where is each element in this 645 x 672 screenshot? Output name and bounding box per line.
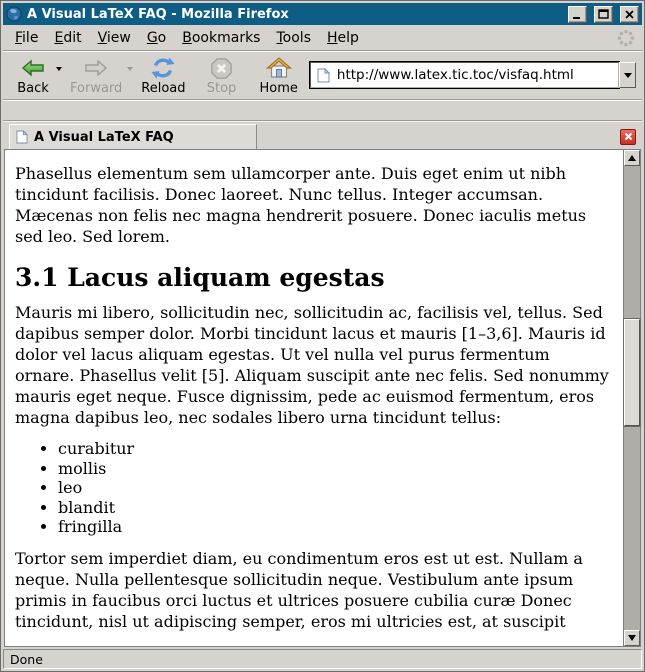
tabbar [3, 121, 642, 149]
menu-help[interactable]: Help [327, 29, 359, 46]
paragraph: Phasellus elementum sem ullamcorper ante. Duis eget enim ut nibh tincidunt facilisis. Donec laoreet. Nunc tellus. Integer accumsan. Mæcenas non felis nec magna hendrerit posuere. Donec iaculis metus sed leo. Sed lorem. [15, 164, 587, 246]
menubar [3, 25, 642, 51]
titlebar[interactable] [3, 3, 642, 25]
list-item: • blandit [58, 498, 611, 518]
status-text: Done [10, 651, 43, 667]
reload-icon [151, 55, 175, 80]
stop-button[interactable] [200, 54, 244, 97]
forward-icon [83, 55, 109, 80]
paragraph: Mauris mi libero, sollicitudin nec, sollicitudin ac, facilisis vel, tellus. Sed dapibus semper dolor. Morbi tincidunt lacus et mauris [1–3,6]. Mauris id dolor vel lacus aliquam egestas. Ut vel nulla vel purus fermentum ornare. Phasellus velit [5]. Aliquam suscipit ante nec felis. Sed nonummy mauris eget neque. Fusce dignissim, pede ac euismod fermentum, eros magna dapibus leo, nec sodales libero urna tincidunt tellus: [15, 303, 609, 427]
tab-page-icon [16, 130, 28, 144]
maximize-button[interactable] [594, 6, 613, 23]
throbber-icon [616, 28, 636, 48]
navigation-toolbar [3, 51, 642, 100]
close-icon [624, 9, 635, 20]
section-heading: 3.1 Lacus aliquam egestas [15, 263, 385, 292]
urlbar [310, 62, 636, 88]
reload-button[interactable] [137, 54, 189, 97]
bookmarks-toolbar [3, 100, 642, 121]
statusbar [3, 649, 642, 669]
tab-title: A Visual LaTeX FAQ [34, 129, 174, 145]
url-history-dropdown[interactable] [619, 62, 636, 88]
menu-go[interactable]: Go [146, 29, 167, 46]
window-title: A Visual LaTeX FAQ - Mozilla Firefox [27, 6, 289, 22]
minimize-button[interactable] [568, 6, 587, 23]
scrollbar-track[interactable] [624, 166, 640, 630]
menu-file[interactable]: File [15, 29, 39, 46]
stop-label: Stop [206, 81, 237, 96]
list-item: • mollis [58, 459, 611, 479]
home-button[interactable] [256, 54, 302, 97]
triangle-up-icon [628, 155, 636, 161]
close-button[interactable] [620, 6, 639, 23]
scrollbar-thumb[interactable] [624, 319, 640, 426]
list-item: • leo [58, 478, 611, 498]
menu-tools[interactable]: Tools [276, 29, 311, 46]
forward-button[interactable] [66, 54, 126, 97]
back-icon [20, 55, 46, 80]
menu-edit[interactable]: Edit [54, 29, 82, 46]
browser-viewport [4, 149, 641, 647]
vertical-scrollbar[interactable] [623, 150, 640, 646]
url-input[interactable] [310, 62, 619, 88]
mozilla-globe-icon [6, 6, 22, 22]
scroll-down-button[interactable] [624, 630, 640, 646]
triangle-down-icon [628, 635, 636, 641]
forward-label: Forward [70, 81, 123, 96]
home-icon [266, 55, 292, 80]
back-dropdown-icon[interactable] [56, 67, 62, 71]
minimize-icon [572, 9, 583, 20]
url-text: http://www.latex.tic.toc/visfaq.html [336, 67, 574, 83]
list-item: • fringilla [58, 517, 611, 537]
chevron-down-icon [624, 73, 632, 78]
scroll-up-button[interactable] [624, 150, 640, 166]
tab-visual-latex-faq[interactable] [9, 124, 257, 149]
page-icon [317, 68, 330, 83]
menu-view[interactable]: View [97, 29, 131, 46]
bullet-list [15, 439, 611, 537]
forward-dropdown-icon[interactable] [127, 67, 133, 71]
stop-icon [210, 55, 233, 80]
reload-label: Reload [141, 81, 186, 96]
close-tab-button[interactable] [620, 129, 636, 145]
maximize-icon [598, 9, 609, 20]
close-tab-icon [624, 132, 633, 141]
home-label: Home [259, 81, 298, 96]
paragraph: Tortor sem imperdiet diam, eu condimentum eros est ut est. Nullam a neque. Nulla pellentesque sollicitudin neque. Vestibulum ante ipsum primis in faucibus orci luctus et ultrices posuere cubilia curæ Donec tincidunt, nisl ut adipiscing semper, eros mi ultricies est, at suscipit [15, 548, 583, 631]
page-content [5, 150, 623, 646]
back-label: Back [17, 81, 49, 96]
tabbar-filler [257, 124, 620, 149]
back-button[interactable] [11, 54, 55, 97]
menu-bookmarks[interactable]: Bookmarks [182, 29, 261, 46]
list-item: • curabitur [58, 439, 611, 459]
